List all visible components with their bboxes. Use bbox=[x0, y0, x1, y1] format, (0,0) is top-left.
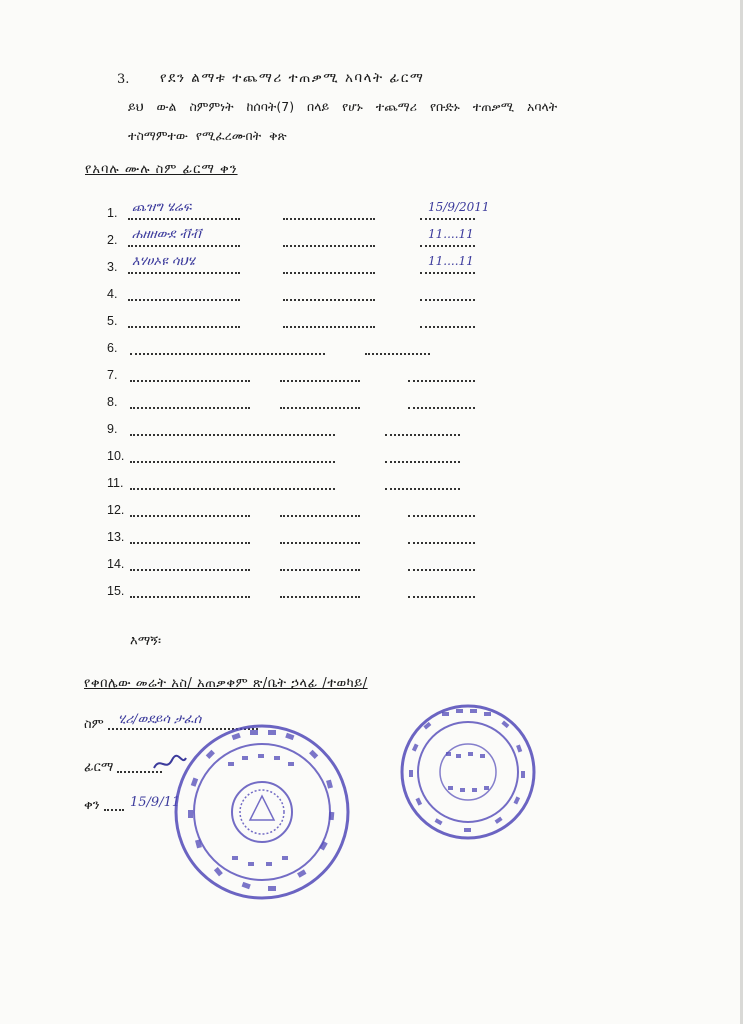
row-number: 2. bbox=[107, 233, 118, 247]
member-row bbox=[0, 287, 743, 309]
row-number: 14. bbox=[107, 557, 125, 571]
name-dotted-line bbox=[130, 534, 250, 544]
member-row bbox=[0, 557, 743, 579]
row-number: 13. bbox=[107, 530, 125, 544]
date-dotted-line bbox=[408, 399, 475, 409]
section-title: የደን ልማቱ ተጨማሪ ተጠቃሚ አባላት ፊርማ bbox=[160, 70, 425, 86]
name-dotted-line bbox=[130, 561, 250, 571]
date-field bbox=[84, 798, 124, 813]
member-date-handwritten: 15/9/2011 bbox=[428, 200, 490, 214]
member-row bbox=[0, 227, 743, 255]
row-number: 8. bbox=[107, 395, 118, 409]
receiver-heading: የቀበሌው መሬት አስ/ አጠቃቀም ጽ/ቤት ኃላፊ /ተወካይ/ bbox=[84, 676, 368, 691]
member-row bbox=[0, 503, 743, 525]
member-row bbox=[0, 341, 743, 363]
name-dotted-line bbox=[130, 372, 250, 382]
official-stamp-left bbox=[172, 722, 352, 902]
member-date-handwritten: 11....11 bbox=[428, 254, 474, 268]
name-dotted-line bbox=[128, 318, 240, 328]
member-row bbox=[0, 584, 743, 606]
row-number: 11. bbox=[107, 476, 124, 490]
sign-dotted-line bbox=[280, 399, 360, 409]
date-dotted-line bbox=[408, 534, 475, 544]
member-row bbox=[0, 449, 743, 471]
sign-dotted-line bbox=[283, 210, 375, 220]
sign-dotted-line bbox=[385, 480, 460, 490]
name-dotted-line bbox=[130, 399, 250, 409]
row-number: 5. bbox=[107, 314, 118, 328]
name-dotted-line bbox=[130, 453, 335, 463]
name-dotted-line bbox=[130, 426, 335, 436]
column-heading: የአባሉ ሙሉ ስም ፊርማ ቀን bbox=[85, 162, 238, 177]
row-number: 6. bbox=[107, 341, 118, 355]
sign-dotted-line bbox=[283, 264, 375, 274]
row-number: 3. bbox=[107, 260, 118, 274]
date-dotted-line bbox=[420, 318, 475, 328]
name-dotted-line bbox=[130, 588, 250, 598]
sign-dotted-line bbox=[283, 291, 375, 301]
member-row bbox=[0, 200, 743, 228]
row-number: 7. bbox=[107, 368, 118, 382]
row-number: 10. bbox=[107, 449, 125, 463]
member-date-handwritten: 11....11 bbox=[428, 227, 474, 241]
section-number: 3. bbox=[117, 72, 130, 87]
name-dotted-line bbox=[128, 291, 240, 301]
signature-label: ፊርማ bbox=[84, 760, 114, 775]
member-name-handwritten: ሐዘዘውደ ቭቭ bbox=[132, 227, 202, 242]
date-label: ቀን bbox=[84, 798, 100, 813]
sign-dotted-line bbox=[385, 426, 460, 436]
date-value: 15/9/11 bbox=[130, 795, 181, 810]
row-number: 12. bbox=[107, 503, 125, 517]
date-dotted-line bbox=[420, 291, 475, 301]
sign-dotted-line bbox=[280, 561, 360, 571]
name-dotted-line bbox=[130, 345, 325, 355]
sign-dotted-line bbox=[280, 534, 360, 544]
row-number: 4. bbox=[107, 287, 118, 301]
member-name-handwritten: ጨዝግ ሄሬፍ bbox=[132, 200, 192, 215]
sign-dotted-line bbox=[365, 345, 430, 355]
member-row bbox=[0, 476, 743, 498]
date-dotted-line bbox=[408, 507, 475, 517]
date-dotted-line bbox=[408, 588, 475, 598]
name-value: ሂሪ/ወደይሳ ታፈሰ bbox=[118, 712, 202, 727]
sign-dotted-line bbox=[283, 318, 375, 328]
member-row bbox=[0, 368, 743, 390]
row-number: 1. bbox=[107, 206, 118, 220]
intro-line-1: ይህ ውል ስምምነት ከሰባት(7) በላይ የሆኑ ተጨማሪ የቡድኑ ተጠቃሚ አባላት bbox=[128, 99, 558, 114]
member-row bbox=[0, 395, 743, 417]
member-name-handwritten: እሃሀኦዩ ሳህሄ bbox=[132, 254, 195, 269]
member-row bbox=[0, 254, 743, 282]
name-label: ስም bbox=[84, 717, 104, 732]
name-dotted-line bbox=[130, 480, 335, 490]
date-dotted-line bbox=[408, 372, 475, 382]
member-row bbox=[0, 314, 743, 336]
date-dotted-line bbox=[408, 561, 475, 571]
sign-dotted-line bbox=[280, 372, 360, 382]
witness-heading: እማኝ፡ bbox=[130, 634, 162, 649]
sign-dotted-line bbox=[385, 453, 460, 463]
sign-dotted-line bbox=[280, 507, 360, 517]
member-row bbox=[0, 530, 743, 552]
intro-line-2: ተስማምተው የሚፈረሙበት ቅጽ bbox=[128, 128, 287, 143]
official-stamp-right bbox=[398, 702, 538, 842]
sign-dotted-line bbox=[283, 237, 375, 247]
name-dotted-line bbox=[130, 507, 250, 517]
member-row bbox=[0, 422, 743, 444]
row-number: 15. bbox=[107, 584, 125, 598]
sign-dotted-line bbox=[280, 588, 360, 598]
row-number: 9. bbox=[107, 422, 118, 436]
